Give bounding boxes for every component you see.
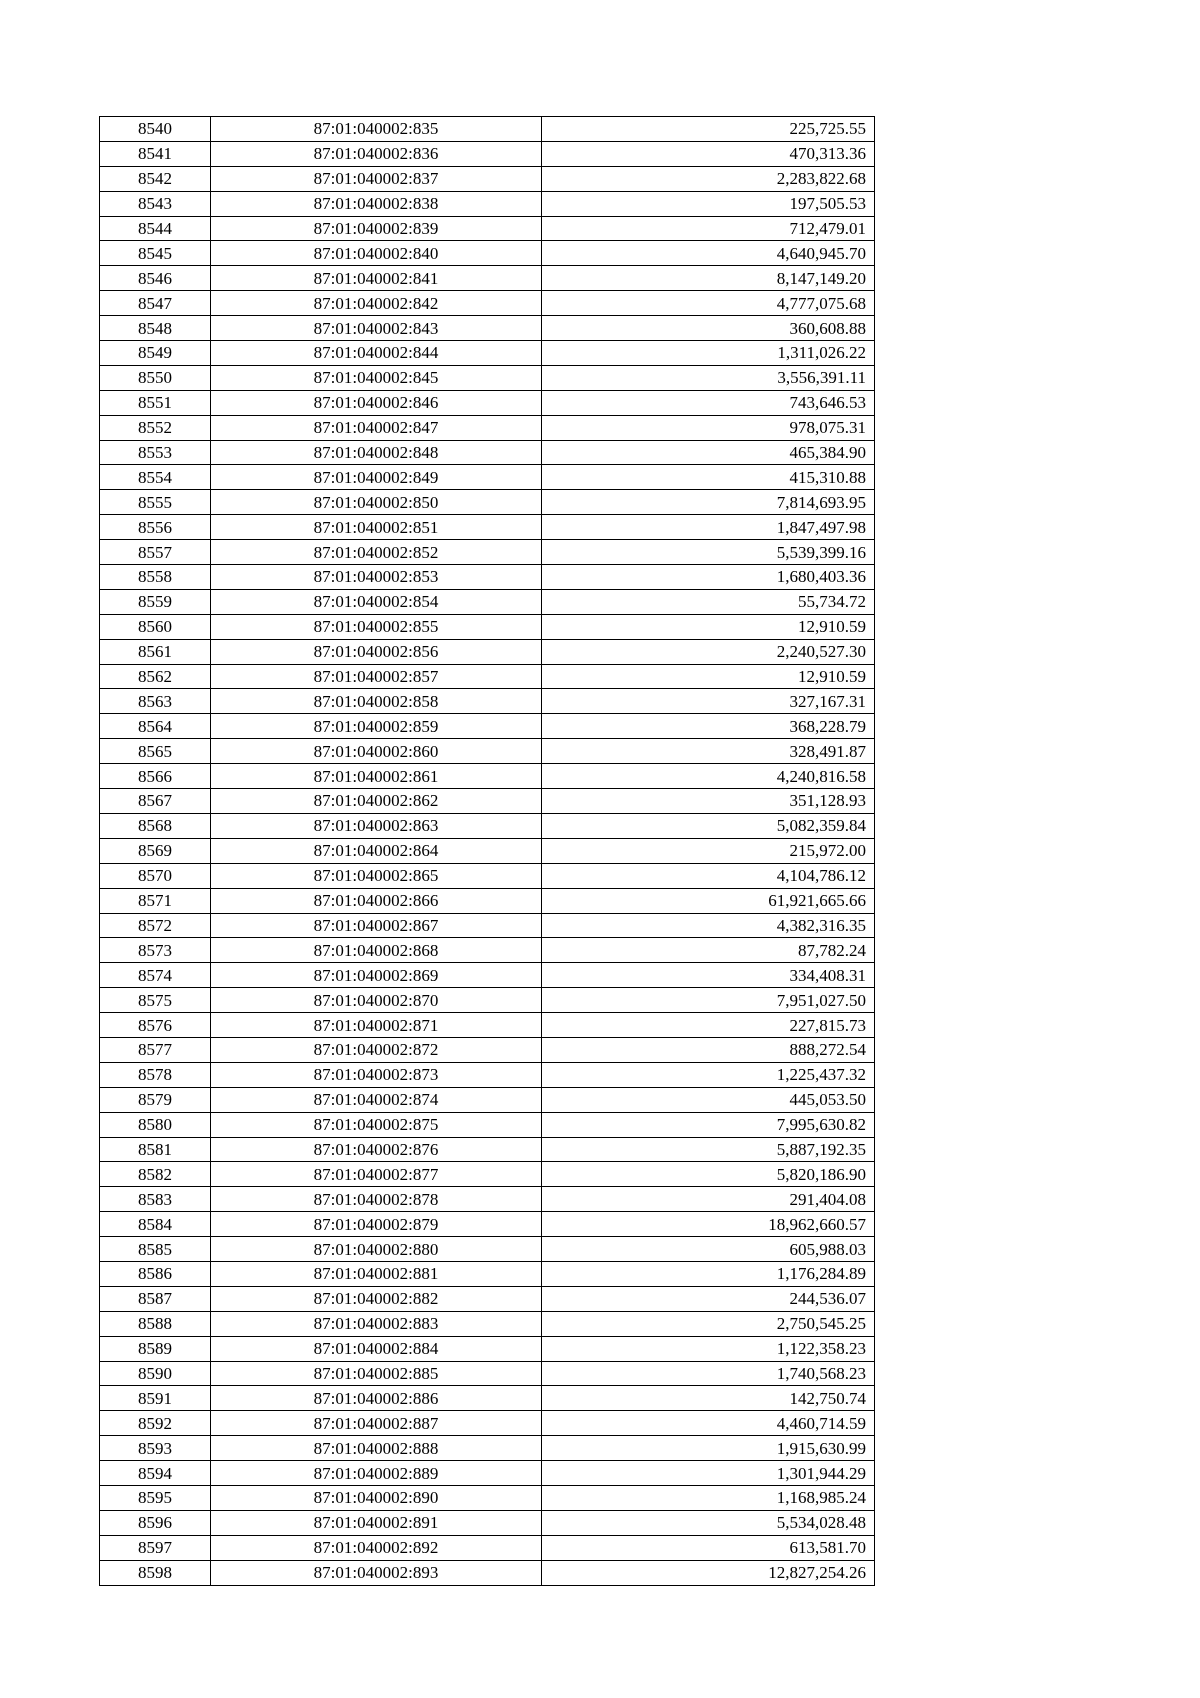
value-cell: 5,820,186.90 xyxy=(542,1162,875,1187)
cadastral-number-cell: 87:01:040002:872 xyxy=(211,1037,542,1062)
table-row xyxy=(100,739,875,764)
cadastral-number-cell: 87:01:040002:886 xyxy=(211,1386,542,1411)
value-cell: 4,240,816.58 xyxy=(542,764,875,789)
row-number-cell: 8596 xyxy=(100,1510,211,1535)
row-number-cell: 8553 xyxy=(100,440,211,465)
table-row xyxy=(100,1361,875,1386)
value-cell: 7,951,027.50 xyxy=(542,988,875,1013)
cadastral-number-cell: 87:01:040002:859 xyxy=(211,714,542,739)
value-cell: 291,404.08 xyxy=(542,1187,875,1212)
cadastral-number-cell: 87:01:040002:875 xyxy=(211,1112,542,1137)
value-cell: 712,479.01 xyxy=(542,216,875,241)
cadastral-number-cell: 87:01:040002:844 xyxy=(211,341,542,366)
value-cell: 142,750.74 xyxy=(542,1386,875,1411)
table-row xyxy=(100,764,875,789)
cadastral-number-cell: 87:01:040002:890 xyxy=(211,1485,542,1510)
cadastral-number-cell: 87:01:040002:885 xyxy=(211,1361,542,1386)
value-cell: 4,777,075.68 xyxy=(542,291,875,316)
cadastral-number-cell: 87:01:040002:888 xyxy=(211,1436,542,1461)
table-row xyxy=(100,938,875,963)
value-cell: 360,608.88 xyxy=(542,316,875,341)
cadastral-number-cell: 87:01:040002:839 xyxy=(211,216,542,241)
value-cell: 470,313.36 xyxy=(542,141,875,166)
row-number-cell: 8571 xyxy=(100,888,211,913)
value-cell: 368,228.79 xyxy=(542,714,875,739)
cadastral-number-cell: 87:01:040002:837 xyxy=(211,166,542,191)
cadastral-number-cell: 87:01:040002:855 xyxy=(211,614,542,639)
value-cell: 87,782.24 xyxy=(542,938,875,963)
value-cell: 12,910.59 xyxy=(542,614,875,639)
cadastral-number-cell: 87:01:040002:850 xyxy=(211,490,542,515)
row-number-cell: 8543 xyxy=(100,191,211,216)
table-row xyxy=(100,465,875,490)
row-number-cell: 8579 xyxy=(100,1087,211,1112)
value-cell: 605,988.03 xyxy=(542,1237,875,1262)
row-number-cell: 8542 xyxy=(100,166,211,191)
table-row xyxy=(100,1461,875,1486)
table-row xyxy=(100,1286,875,1311)
row-number-cell: 8541 xyxy=(100,141,211,166)
value-cell: 1,225,437.32 xyxy=(542,1062,875,1087)
table-row xyxy=(100,1535,875,1560)
table-row xyxy=(100,589,875,614)
cadastral-number-cell: 87:01:040002:867 xyxy=(211,913,542,938)
cadastral-number-cell: 87:01:040002:877 xyxy=(211,1162,542,1187)
row-number-cell: 8576 xyxy=(100,1013,211,1038)
row-number-cell: 8557 xyxy=(100,540,211,565)
row-number-cell: 8593 xyxy=(100,1436,211,1461)
table-row xyxy=(100,664,875,689)
row-number-cell: 8594 xyxy=(100,1461,211,1486)
table-row xyxy=(100,714,875,739)
table-row xyxy=(100,1436,875,1461)
cadastral-number-cell: 87:01:040002:841 xyxy=(211,266,542,291)
cadastral-number-cell: 87:01:040002:873 xyxy=(211,1062,542,1087)
cadastral-number-cell: 87:01:040002:861 xyxy=(211,764,542,789)
value-cell: 888,272.54 xyxy=(542,1037,875,1062)
cadastral-number-cell: 87:01:040002:849 xyxy=(211,465,542,490)
table-row xyxy=(100,141,875,166)
table-row xyxy=(100,415,875,440)
value-cell: 415,310.88 xyxy=(542,465,875,490)
table-body xyxy=(100,117,875,1586)
cadastral-number-cell: 87:01:040002:876 xyxy=(211,1137,542,1162)
cadastral-number-cell: 87:01:040002:893 xyxy=(211,1560,542,1585)
cadastral-number-cell: 87:01:040002:848 xyxy=(211,440,542,465)
row-number-cell: 8580 xyxy=(100,1112,211,1137)
value-cell: 5,887,192.35 xyxy=(542,1137,875,1162)
row-number-cell: 8595 xyxy=(100,1485,211,1510)
value-cell: 18,962,660.57 xyxy=(542,1212,875,1237)
value-cell: 4,640,945.70 xyxy=(542,241,875,266)
row-number-cell: 8559 xyxy=(100,589,211,614)
row-number-cell: 8555 xyxy=(100,490,211,515)
table-row xyxy=(100,490,875,515)
cadastral-number-cell: 87:01:040002:874 xyxy=(211,1087,542,1112)
cadastral-number-cell: 87:01:040002:860 xyxy=(211,739,542,764)
table-row xyxy=(100,1386,875,1411)
cadastral-number-cell: 87:01:040002:856 xyxy=(211,639,542,664)
row-number-cell: 8558 xyxy=(100,565,211,590)
cadastral-number-cell: 87:01:040002:871 xyxy=(211,1013,542,1038)
value-cell: 225,725.55 xyxy=(542,117,875,142)
value-cell: 613,581.70 xyxy=(542,1535,875,1560)
value-cell: 8,147,149.20 xyxy=(542,266,875,291)
value-cell: 1,168,985.24 xyxy=(542,1485,875,1510)
cadastral-number-cell: 87:01:040002:879 xyxy=(211,1212,542,1237)
cadastral-number-cell: 87:01:040002:838 xyxy=(211,191,542,216)
row-number-cell: 8590 xyxy=(100,1361,211,1386)
table-row xyxy=(100,838,875,863)
cadastral-number-cell: 87:01:040002:851 xyxy=(211,515,542,540)
row-number-cell: 8549 xyxy=(100,341,211,366)
table-row xyxy=(100,1137,875,1162)
row-number-cell: 8577 xyxy=(100,1037,211,1062)
row-number-cell: 8546 xyxy=(100,266,211,291)
row-number-cell: 8586 xyxy=(100,1261,211,1286)
cadastral-number-cell: 87:01:040002:889 xyxy=(211,1461,542,1486)
row-number-cell: 8552 xyxy=(100,415,211,440)
value-cell: 227,815.73 xyxy=(542,1013,875,1038)
cadastral-number-cell: 87:01:040002:891 xyxy=(211,1510,542,1535)
row-number-cell: 8575 xyxy=(100,988,211,1013)
table-row xyxy=(100,913,875,938)
table-row xyxy=(100,241,875,266)
cadastral-number-cell: 87:01:040002:880 xyxy=(211,1237,542,1262)
row-number-cell: 8584 xyxy=(100,1212,211,1237)
row-number-cell: 8588 xyxy=(100,1311,211,1336)
row-number-cell: 8585 xyxy=(100,1237,211,1262)
cadastral-number-cell: 87:01:040002:840 xyxy=(211,241,542,266)
table-row xyxy=(100,1162,875,1187)
row-number-cell: 8563 xyxy=(100,689,211,714)
value-cell: 4,382,316.35 xyxy=(542,913,875,938)
table-row xyxy=(100,1311,875,1336)
row-number-cell: 8554 xyxy=(100,465,211,490)
value-cell: 1,847,497.98 xyxy=(542,515,875,540)
table-row xyxy=(100,1510,875,1535)
cadastral-number-cell: 87:01:040002:857 xyxy=(211,664,542,689)
value-cell: 1,301,944.29 xyxy=(542,1461,875,1486)
table-row xyxy=(100,291,875,316)
cadastral-number-cell: 87:01:040002:862 xyxy=(211,789,542,814)
value-cell: 4,104,786.12 xyxy=(542,863,875,888)
row-number-cell: 8598 xyxy=(100,1560,211,1585)
value-cell: 1,740,568.23 xyxy=(542,1361,875,1386)
table-row xyxy=(100,1237,875,1262)
value-cell: 1,122,358.23 xyxy=(542,1336,875,1361)
cadastral-number-cell: 87:01:040002:852 xyxy=(211,540,542,565)
value-cell: 445,053.50 xyxy=(542,1087,875,1112)
cadastral-number-cell: 87:01:040002:843 xyxy=(211,316,542,341)
cadastral-number-cell: 87:01:040002:868 xyxy=(211,938,542,963)
value-cell: 327,167.31 xyxy=(542,689,875,714)
table-row xyxy=(100,166,875,191)
value-cell: 1,680,403.36 xyxy=(542,565,875,590)
table-row xyxy=(100,440,875,465)
row-number-cell: 8570 xyxy=(100,863,211,888)
table-row xyxy=(100,117,875,142)
value-cell: 5,539,399.16 xyxy=(542,540,875,565)
row-number-cell: 8556 xyxy=(100,515,211,540)
value-cell: 244,536.07 xyxy=(542,1286,875,1311)
value-cell: 1,311,026.22 xyxy=(542,341,875,366)
value-cell: 978,075.31 xyxy=(542,415,875,440)
table-row xyxy=(100,689,875,714)
table-row xyxy=(100,813,875,838)
value-cell: 12,827,254.26 xyxy=(542,1560,875,1585)
table-row xyxy=(100,540,875,565)
table-row xyxy=(100,365,875,390)
table-row xyxy=(100,1037,875,1062)
row-number-cell: 8572 xyxy=(100,913,211,938)
cadastral-number-cell: 87:01:040002:854 xyxy=(211,589,542,614)
row-number-cell: 8581 xyxy=(100,1137,211,1162)
value-cell: 12,910.59 xyxy=(542,664,875,689)
row-number-cell: 8565 xyxy=(100,739,211,764)
cadastral-number-cell: 87:01:040002:835 xyxy=(211,117,542,142)
row-number-cell: 8573 xyxy=(100,938,211,963)
table-row xyxy=(100,1336,875,1361)
value-cell: 5,082,359.84 xyxy=(542,813,875,838)
value-cell: 1,915,630.99 xyxy=(542,1436,875,1461)
cadastral-number-cell: 87:01:040002:887 xyxy=(211,1411,542,1436)
value-cell: 2,750,545.25 xyxy=(542,1311,875,1336)
cadastral-number-cell: 87:01:040002:858 xyxy=(211,689,542,714)
cadastral-number-cell: 87:01:040002:882 xyxy=(211,1286,542,1311)
value-cell: 351,128.93 xyxy=(542,789,875,814)
cadastral-number-cell: 87:01:040002:836 xyxy=(211,141,542,166)
row-number-cell: 8568 xyxy=(100,813,211,838)
cadastral-number-cell: 87:01:040002:842 xyxy=(211,291,542,316)
row-number-cell: 8560 xyxy=(100,614,211,639)
table-row xyxy=(100,1560,875,1585)
row-number-cell: 8547 xyxy=(100,291,211,316)
table-row xyxy=(100,863,875,888)
table-row xyxy=(100,1261,875,1286)
value-cell: 61,921,665.66 xyxy=(542,888,875,913)
table-row xyxy=(100,216,875,241)
cadastral-number-cell: 87:01:040002:892 xyxy=(211,1535,542,1560)
row-number-cell: 8587 xyxy=(100,1286,211,1311)
row-number-cell: 8564 xyxy=(100,714,211,739)
table-row xyxy=(100,1112,875,1137)
row-number-cell: 8561 xyxy=(100,639,211,664)
table-row xyxy=(100,1087,875,1112)
row-number-cell: 8567 xyxy=(100,789,211,814)
table-row xyxy=(100,1187,875,1212)
row-number-cell: 8551 xyxy=(100,390,211,415)
cadastral-number-cell: 87:01:040002:853 xyxy=(211,565,542,590)
row-number-cell: 8592 xyxy=(100,1411,211,1436)
value-cell: 2,240,527.30 xyxy=(542,639,875,664)
cadastral-number-cell: 87:01:040002:869 xyxy=(211,963,542,988)
cadastral-number-cell: 87:01:040002:846 xyxy=(211,390,542,415)
table-row xyxy=(100,565,875,590)
table-row xyxy=(100,1013,875,1038)
cadastral-number-cell: 87:01:040002:884 xyxy=(211,1336,542,1361)
value-cell: 7,814,693.95 xyxy=(542,490,875,515)
table-row xyxy=(100,266,875,291)
value-cell: 3,556,391.11 xyxy=(542,365,875,390)
row-number-cell: 8566 xyxy=(100,764,211,789)
value-cell: 334,408.31 xyxy=(542,963,875,988)
table-row xyxy=(100,639,875,664)
row-number-cell: 8548 xyxy=(100,316,211,341)
value-cell: 1,176,284.89 xyxy=(542,1261,875,1286)
row-number-cell: 8545 xyxy=(100,241,211,266)
row-number-cell: 8591 xyxy=(100,1386,211,1411)
data-table xyxy=(99,116,875,1586)
cadastral-number-cell: 87:01:040002:866 xyxy=(211,888,542,913)
table-row xyxy=(100,316,875,341)
row-number-cell: 8583 xyxy=(100,1187,211,1212)
row-number-cell: 8574 xyxy=(100,963,211,988)
table-row xyxy=(100,789,875,814)
table-row xyxy=(100,963,875,988)
table-row xyxy=(100,988,875,1013)
table-row xyxy=(100,1411,875,1436)
table-row xyxy=(100,1062,875,1087)
table-row xyxy=(100,515,875,540)
cadastral-number-cell: 87:01:040002:883 xyxy=(211,1311,542,1336)
value-cell: 2,283,822.68 xyxy=(542,166,875,191)
row-number-cell: 8569 xyxy=(100,838,211,863)
row-number-cell: 8589 xyxy=(100,1336,211,1361)
table-row xyxy=(100,341,875,366)
value-cell: 7,995,630.82 xyxy=(542,1112,875,1137)
table-row xyxy=(100,191,875,216)
row-number-cell: 8582 xyxy=(100,1162,211,1187)
cadastral-number-cell: 87:01:040002:863 xyxy=(211,813,542,838)
cadastral-number-cell: 87:01:040002:870 xyxy=(211,988,542,1013)
cadastral-number-cell: 87:01:040002:845 xyxy=(211,365,542,390)
row-number-cell: 8597 xyxy=(100,1535,211,1560)
row-number-cell: 8544 xyxy=(100,216,211,241)
table-row xyxy=(100,888,875,913)
value-cell: 743,646.53 xyxy=(542,390,875,415)
value-cell: 5,534,028.48 xyxy=(542,1510,875,1535)
cadastral-number-cell: 87:01:040002:864 xyxy=(211,838,542,863)
table-row xyxy=(100,390,875,415)
row-number-cell: 8578 xyxy=(100,1062,211,1087)
cadastral-number-cell: 87:01:040002:881 xyxy=(211,1261,542,1286)
table-row xyxy=(100,614,875,639)
value-cell: 328,491.87 xyxy=(542,739,875,764)
table-row xyxy=(100,1212,875,1237)
value-cell: 465,384.90 xyxy=(542,440,875,465)
row-number-cell: 8562 xyxy=(100,664,211,689)
value-cell: 55,734.72 xyxy=(542,589,875,614)
row-number-cell: 8540 xyxy=(100,117,211,142)
cadastral-number-cell: 87:01:040002:878 xyxy=(211,1187,542,1212)
value-cell: 197,505.53 xyxy=(542,191,875,216)
row-number-cell: 8550 xyxy=(100,365,211,390)
cadastral-number-cell: 87:01:040002:865 xyxy=(211,863,542,888)
cadastral-number-cell: 87:01:040002:847 xyxy=(211,415,542,440)
value-cell: 4,460,714.59 xyxy=(542,1411,875,1436)
table-row xyxy=(100,1485,875,1510)
value-cell: 215,972.00 xyxy=(542,838,875,863)
